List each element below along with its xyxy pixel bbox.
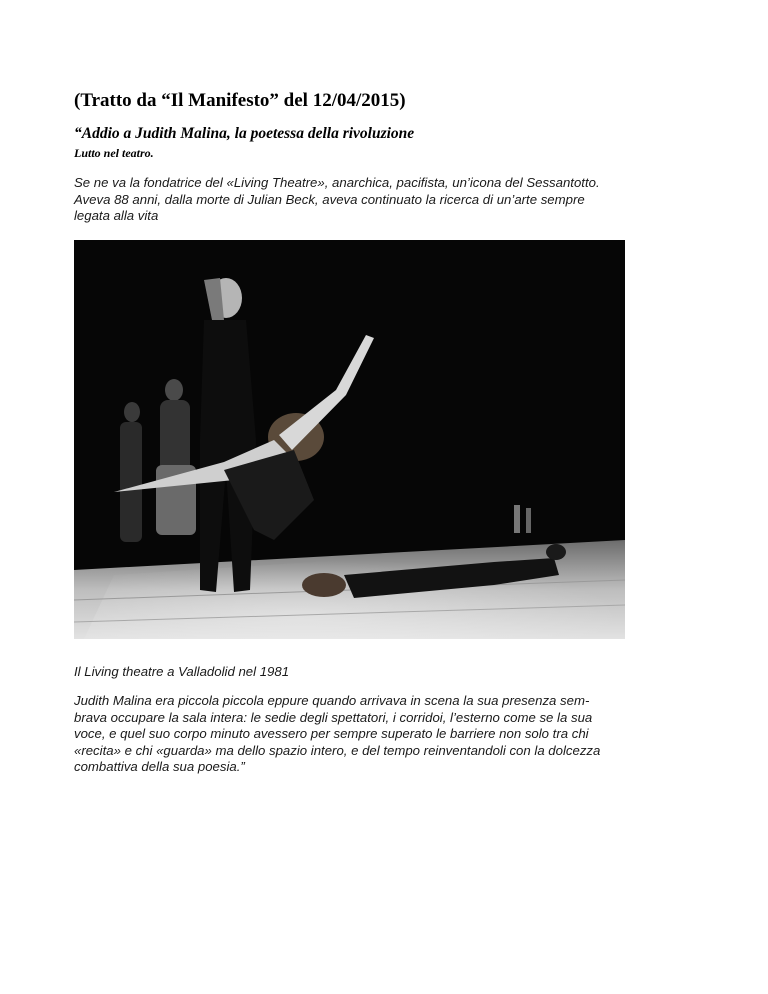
intro-line: legata alla vita — [74, 208, 159, 223]
body-line: Judith Malina era piccola piccola eppure quando arrivava in scena la sua presenza sem- — [74, 693, 590, 708]
stage-photo — [74, 240, 625, 639]
body-line: combattiva della sua poesia.” — [74, 759, 245, 774]
body-line: voce, e quel suo corpo minuto avessero per sempre superato le barriere non solo tra chi — [74, 726, 589, 741]
document-title: (Tratto da “Il Manifesto” del 12/04/2015) — [74, 90, 406, 111]
body-paragraph — [74, 693, 714, 776]
photo-caption: Il Living theatre a Valladolid nel 1981 — [74, 664, 290, 679]
stage-photo-illustration — [74, 240, 625, 639]
body-line: brava occupare la sala intera: le sedie degli spettatori, i corridoi, l’esterno come se la sua — [74, 709, 593, 725]
intro-paragraph — [74, 175, 714, 225]
body-line: «recita» e chi «guarda» ma dello spazio intero, e del tempo reinventandoli con la dolcezza — [74, 742, 601, 758]
article-subtitle: Lutto nel teatro. — [74, 146, 154, 160]
article-headline: “Addio a Judith Malina, la poetessa della rivoluzione — [74, 125, 415, 142]
intro-line: Se ne va la fondatrice del «Living Theatre», anarchica, pacifista, un’icona del Sessantotto. — [74, 175, 600, 190]
intro-line: Aveva 88 anni, dalla morte di Julian Beck, aveva continuato la ricerca di un’arte sempre — [74, 191, 585, 207]
